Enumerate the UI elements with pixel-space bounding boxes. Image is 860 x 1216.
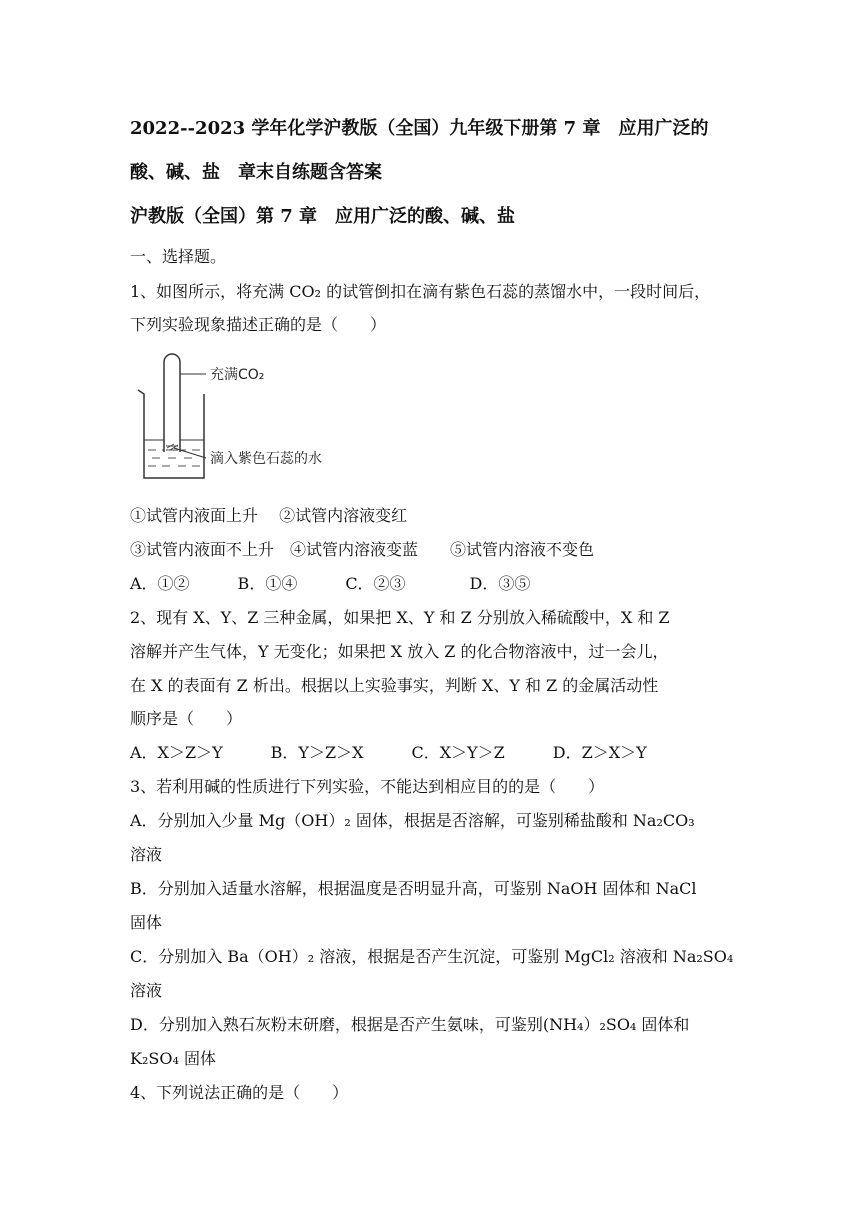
q3-option-c-line-2: 溶液 — [130, 981, 163, 1000]
q1-statements-line-2: ③试管内液面不上升 ④试管内溶液变蓝 ⑤试管内溶液不变色 — [130, 540, 595, 559]
q2-line-4: 顺序是（ ） — [130, 709, 243, 728]
q1-stem-line-1: 1、如图所示，将充满 CO₂ 的试管倒扣在滴有紫色石蕊的蒸馏水中，一段时间后， — [130, 282, 711, 301]
doc-subtitle: 沪教版（全国）第 7 章 应用广泛的酸、碱、盐 — [130, 206, 516, 227]
q1-stem-line-2: 下列实验现象描述正确的是（ ） — [130, 315, 387, 334]
q2-line-2: 溶解并产生气体，Y 无变化；如果把 X 放入 Z 的化合物溶液中，过一会儿， — [130, 642, 669, 661]
q3-option-d-line-2: K₂SO₄ 固体 — [130, 1049, 216, 1068]
q3-option-a-line-1: A．分别加入少量 Mg（OH）₂ 固体，根据是否溶解，可鉴别稀盐酸和 Na₂CO₃ — [130, 811, 695, 830]
q3-stem: 3、若利用碱的性质进行下列实验，不能达到相应目的的是（ ） — [130, 777, 605, 796]
q2-options: A．X＞Z＞Y B．Y＞Z＞X C．X＞Y＞Z D．Z＞X＞Y — [130, 743, 647, 762]
doc-title-line-2: 酸、碱、盐 章末自练题含答案 — [130, 162, 382, 183]
q1-statements-line-1: ①试管内液面上升 ②试管内溶液变红 — [130, 506, 408, 525]
q3-option-b-line-2: 固体 — [130, 913, 163, 932]
q3-option-a-line-2: 溶液 — [130, 845, 163, 864]
doc-title-line-1: 2022--2023 学年化学沪教版（全国）九年级下册第 7 章 应用广泛的 — [130, 118, 709, 139]
beaker-testtube-diagram — [134, 352, 364, 482]
q4-stem: 4、下列说法正确的是（ ） — [130, 1083, 349, 1102]
q2-line-1: 2、现有 X、Y、Z 三种金属，如果把 X、Y 和 Z 分别放入稀硫酸中，X 和 Z — [130, 608, 670, 627]
q3-option-d-line-1: D．分别加入熟石灰粉末研磨，根据是否产生氨味，可鉴别(NH₄）₂SO₄ 固体和 — [130, 1015, 690, 1034]
figure-label-water: 滴入紫色石蕊的水 — [210, 451, 322, 467]
q3-option-c-line-1: C．分别加入 Ba（OH）₂ 溶液，根据是否产生沉淀，可鉴别 MgCl₂ 溶液和 Na₂SO₄ — [130, 947, 734, 966]
q2-line-3: 在 X 的表面有 Z 析出。根据以上实验事实，判断 X、Y 和 Z 的金属活动性 — [130, 676, 659, 695]
q1-options: A．①② B．①④ C．②③ D．③⑤ — [130, 574, 531, 593]
figure-label-co2: 充满CO₂ — [210, 367, 265, 383]
section-heading: 一、选择题。 — [130, 247, 227, 266]
q3-option-b-line-1: B．分别加入适量水溶解，根据温度是否明显升高，可鉴别 NaOH 固体和 NaCl — [130, 879, 697, 898]
experiment-figure — [134, 352, 364, 482]
